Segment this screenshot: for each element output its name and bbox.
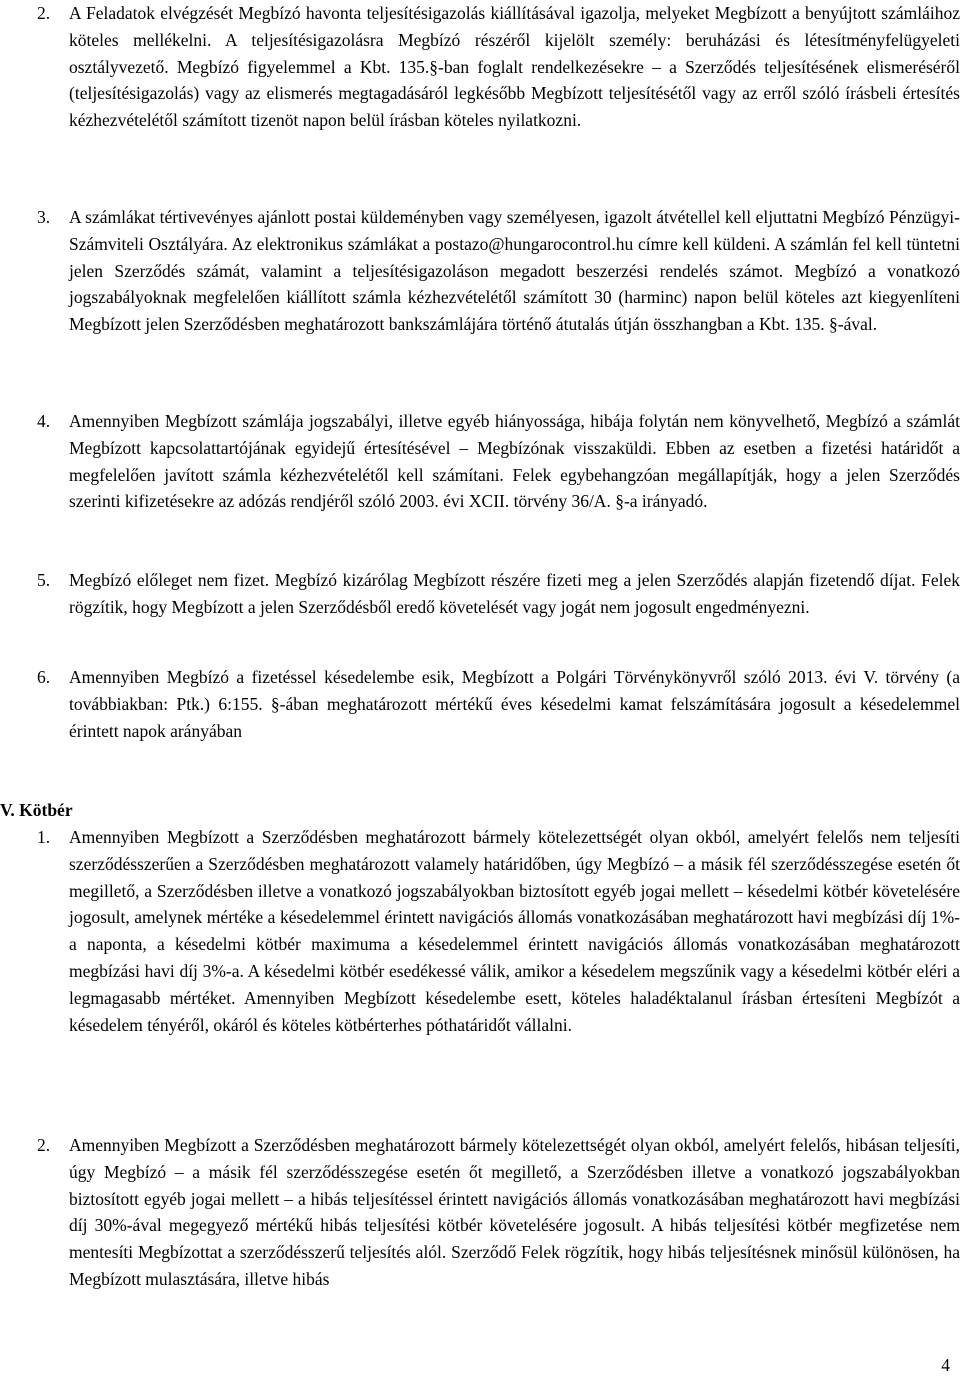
paragraph-number: 5. bbox=[37, 570, 51, 590]
paragraph-number: 4. bbox=[37, 411, 51, 431]
paragraph-number: 1. bbox=[37, 827, 51, 847]
paragraph-text: A Feladatok elvégzését Megbízó havonta teljesítésigazolás kiállításával igazolja, melyeket Megbízott a benyújtott számláihoz köteles mellékelni. A teljesítésigazolásra Megbízó részéről kijelölt személy: beruházási és létesítményfelügyeleti osztályvezető. Megbízó figyelemmel a Kbt. 135.§-ban foglalt rendelkezésekre – a Szerződés teljesítésének elismeréséről (teljesítésigazolás) vagy az elismerés megtagadásáról legkésőbb Megbízott teljesítésétől vagy az erről szóló írásbeli értesítés kézhezvételétől számított tizenöt napon belül írásban köteles nyilatkozni. bbox=[69, 3, 960, 131]
paragraph-number: 6. bbox=[37, 667, 51, 687]
paragraph-number: 3. bbox=[37, 207, 51, 227]
paragraph-text: Amennyiben Megbízott számlája jogszabályi, illetve egyéb hiányossága, hibája folytán nem könyvelhető, Megbízó a számlát Megbízott kapcsolattartójának egyidejű értesítésével – Megbízónak visszaküldi. Ebben az esetben a fizetési határidőt a megfelelően javított számla kézhezvételétől kell számítani. Felek egybehangzóan megállapítják, hogy a jelen Szerződés szerinti kifizetésekre az adózás rendjéről szóló 2003. évi XCII. törvény 36/A. §-a irányadó. bbox=[69, 411, 960, 512]
paragraph-number: 2. bbox=[37, 1135, 51, 1155]
page-number: 4 bbox=[941, 1355, 950, 1375]
paragraph-4 bbox=[37, 408, 960, 515]
section-heading: V. Kötbér bbox=[0, 800, 73, 820]
paragraph-2 bbox=[37, 0, 960, 134]
kotber-paragraph-1 bbox=[37, 824, 960, 1038]
paragraph-text: Amennyiben Megbízott a Szerződésben meghatározott bármely kötelezettségét olyan okból, amelyért felelős, hibásan teljesíti, úgy Megbízó – a másik fél szerződésszegése esetén őt megillető, a Szerződésben illetve a vonatkozó jogszabályokban biztosított egyéb jogai mellett – a hibás teljesítéssel érintett navigációs állomás vonatkozásában meghatározott havi megbízási díj 30%-ával megegyező mértékű hibás teljesítési kötbér követelésére jogosult. A hibás teljesítési kötbér megfizetése nem mentesíti Megbízottat a szerződésszerű teljesítés alól. Szerződő Felek rögzítik, hogy hibás teljesítésnek minősül különösen, ha Megbízott mulasztására, illetve hibás bbox=[69, 1135, 960, 1289]
paragraph-number: 2. bbox=[37, 3, 51, 23]
paragraph-5 bbox=[37, 567, 960, 621]
paragraph-3 bbox=[37, 204, 960, 338]
paragraph-text: A számlákat tértivevényes ajánlott postai küldeményben vagy személyesen, igazolt átvétellel kell eljuttatni Megbízó Pénzügyi-Számviteli Osztályára. Az elektronikus számlákat a postazo@hungarocontrol.hu címre kell küldeni. A számlán fel kell tüntetni jelen Szerződés számát, valamint a teljesítésigazoláson megadott beszerzési rendelés számot. Megbízó a vonatkozó jogszabályoknak megfelelően kiállított számla kézhezvételétől számított 30 (harminc) napon belül köteles azt kiegyenlíteni Megbízott jelen Szerződésben meghatározott bankszámlájára történő átutalás útján összhangban a Kbt. 135. §-ával. bbox=[69, 207, 960, 335]
paragraph-text: Amennyiben Megbízó a fizetéssel késedelembe esik, Megbízott a Polgári Törvénykönyvről szóló 2013. évi V. törvény (a továbbiakban: Ptk.) 6:155. §-ában meghatározott mértékű éves késedelmi kamat felszámítására jogosult a késedelemmel érintett napok arányában bbox=[69, 667, 960, 741]
paragraph-6 bbox=[37, 664, 960, 744]
kotber-paragraph-2 bbox=[37, 1132, 960, 1293]
paragraph-text: Amennyiben Megbízott a Szerződésben meghatározott bármely kötelezettségét olyan okból, amelyért felelős nem teljesíti szerződésszerűen a Szerződésben meghatározott valamely határidőben, úgy Megbízó – a másik fél szerződésszegése esetén őt megillető, a Szerződésben illetve a vonatkozó jogszabályokban biztosított egyéb jogai mellett – késedelmi kötbér követelésére jogosult, amelynek mértéke a késedelemmel érintett navigációs állomás vonatkozásában meghatározott havi megbízási díj 1%-a naponta, a késedelmi kötbér maximuma a késedelemmel érintett navigációs állomás vonatkozásában meghatározott megbízási havi díj 3%-a. A késedelmi kötbér esedékessé válik, amikor a késedelem megszűnik vagy a késedelmi kötbér eléri a legmagasabb mértéket. Amennyiben Megbízott késedelembe esett, köteles haladéktalanul írásban értesíteni Megbízót a késedelem tényéről, okáról és köteles kötbérterhes póthatáridőt vállalni. bbox=[69, 827, 960, 1035]
paragraph-text: Megbízó előleget nem fizet. Megbízó kizárólag Megbízott részére fizeti meg a jelen Szerződés alapján fizetendő díjat. Felek rögzítik, hogy Megbízott a jelen Szerződésből eredő követelését vagy jogát nem jogosult engedményezni. bbox=[69, 570, 960, 617]
